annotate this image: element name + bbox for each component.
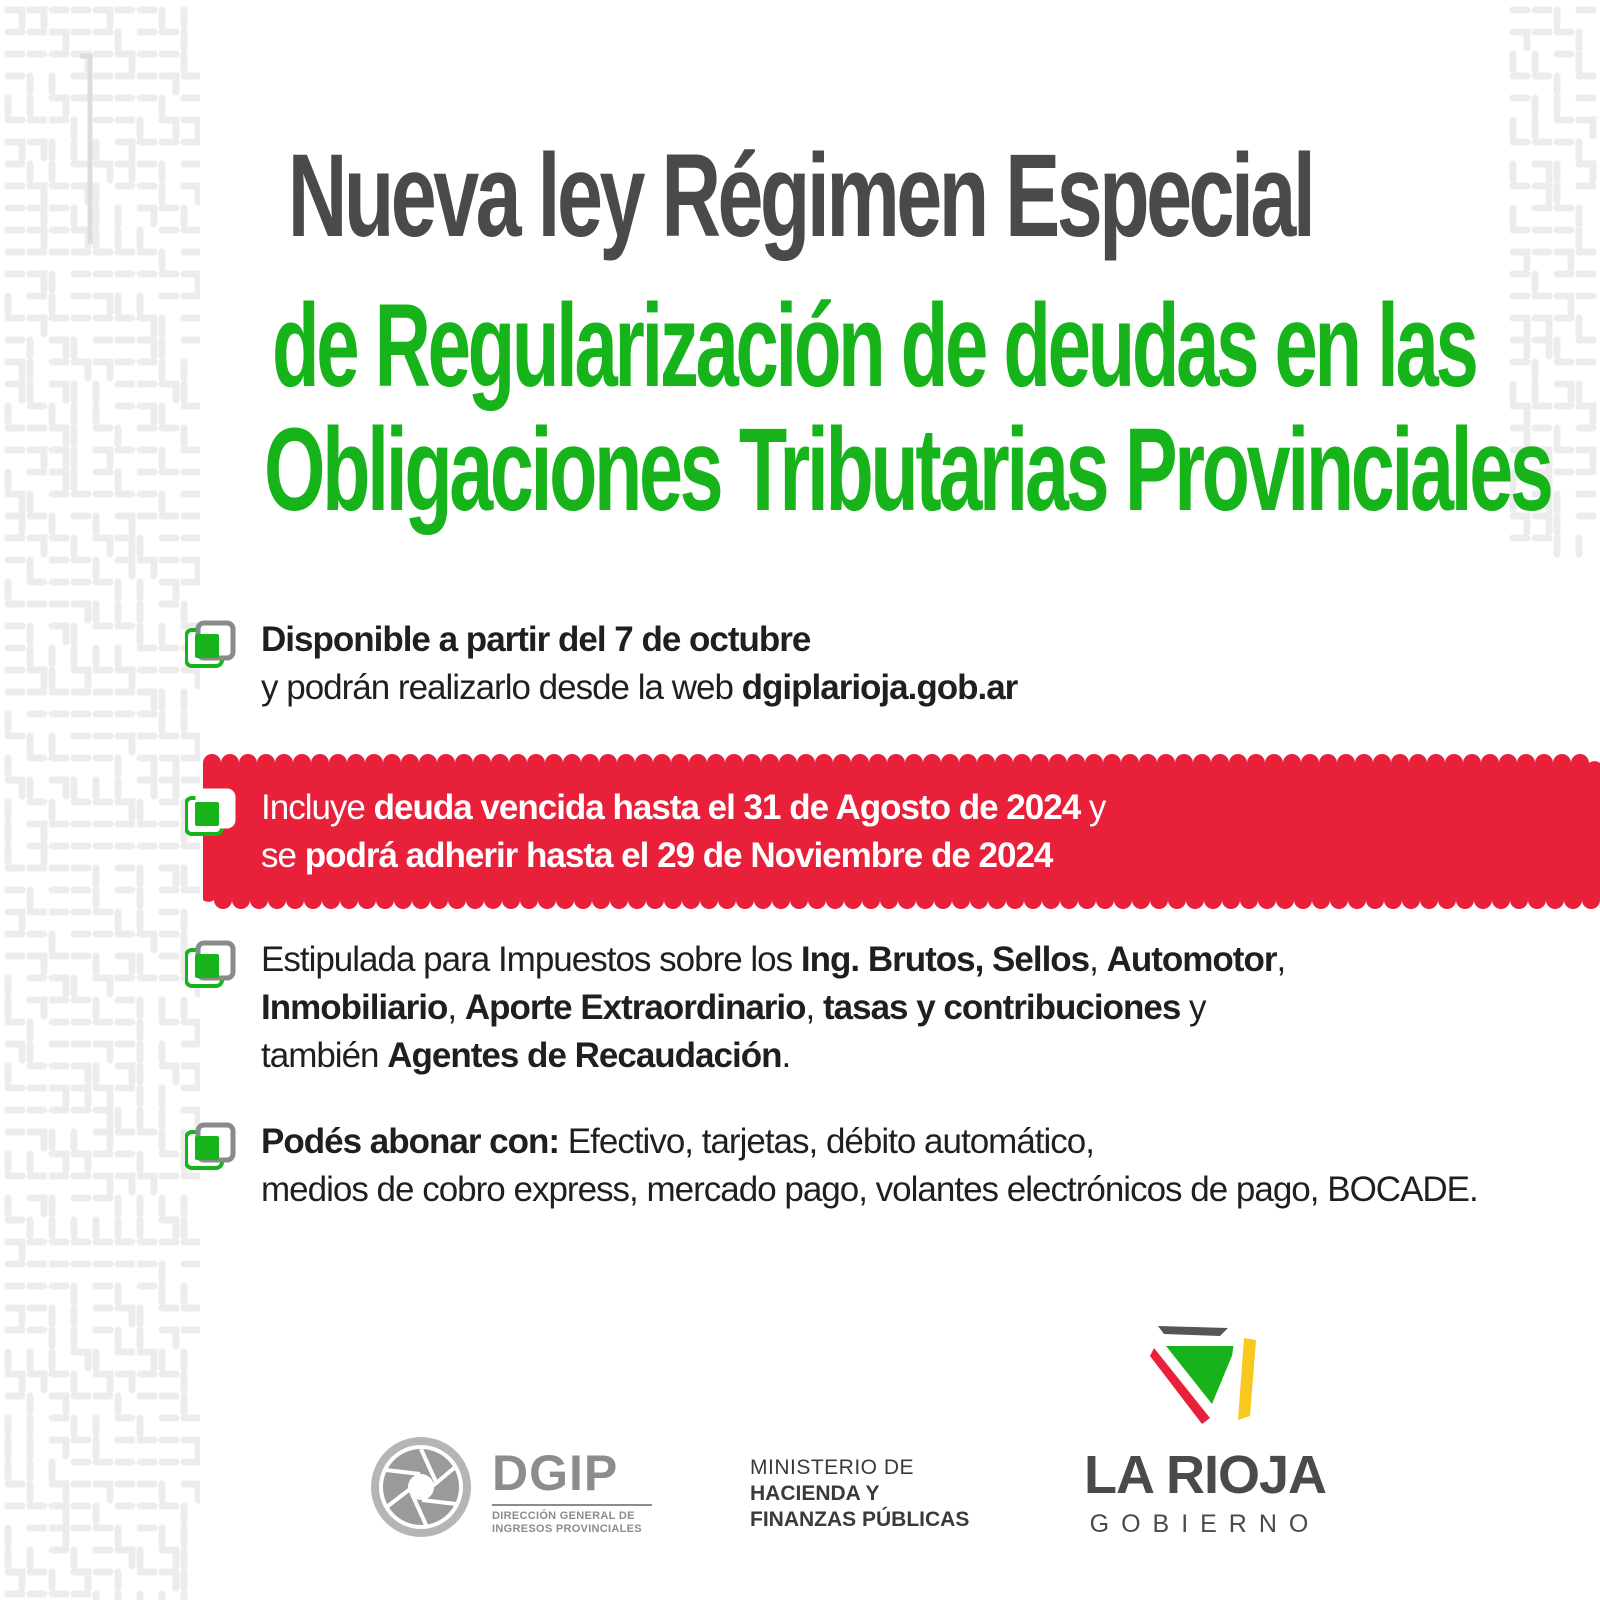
text: , xyxy=(1089,940,1107,979)
la-rioja-emblem-icon xyxy=(1150,1320,1260,1432)
title-line-1: Nueva ley Régimen Especial xyxy=(287,130,1313,262)
ministerio-logo xyxy=(750,1455,969,1533)
info-item-line xyxy=(261,832,1105,880)
green-check-square-icon xyxy=(185,620,237,670)
info-item-text xyxy=(261,616,1017,712)
text: . xyxy=(781,1036,791,1075)
title-line-2: de Regularización de deudas en las xyxy=(272,280,1476,412)
bold-text: Disponible a partir del 7 de octubre xyxy=(261,620,811,659)
bold-text: tasas y contribuciones xyxy=(823,988,1181,1027)
left-maze-pattern xyxy=(0,0,200,1600)
bold-text: dgiplarioja.gob.ar xyxy=(741,668,1018,707)
title-line-3: Obligaciones Tributarias Provinciales xyxy=(264,404,1551,536)
green-check-square-icon xyxy=(185,1122,237,1172)
la-rioja-gobierno: GOBIERNO xyxy=(1089,1510,1321,1538)
bold-text: Automotor xyxy=(1106,940,1277,979)
bold-text: Ing. Brutos, Sellos xyxy=(800,940,1090,979)
bold-text: Agentes de Recaudación xyxy=(387,1036,782,1075)
la-rioja-name: LA RIOJA xyxy=(1083,1445,1326,1505)
info-item-line xyxy=(261,1166,1478,1214)
info-item-line xyxy=(261,616,1017,664)
text: medios de cobro express, mercado pago, volantes electrónicos de pago, BOCADE. xyxy=(261,1170,1478,1209)
text: se xyxy=(261,836,305,875)
bold-text: Podés abonar con: xyxy=(261,1122,560,1161)
info-item-line xyxy=(261,1118,1478,1166)
info-item-line xyxy=(261,1032,1285,1080)
dgip-divider xyxy=(492,1504,652,1506)
bold-text: podrá adherir hasta el 29 de Noviembre de 2024 xyxy=(304,836,1053,875)
text: y xyxy=(1080,788,1106,827)
dgip-subtitle-2: INGRESOS PROVINCIALES xyxy=(492,1523,642,1535)
text: también xyxy=(261,1036,388,1075)
info-item-text xyxy=(261,1118,1478,1214)
bold-text: Aporte Extraordinario xyxy=(464,988,806,1027)
green-check-square-icon xyxy=(185,788,237,838)
bold-text: deuda vencida hasta el 31 de Agosto de 2024 xyxy=(373,788,1081,827)
info-item-line xyxy=(261,784,1105,832)
text: Estipulada para Impuestos sobre los xyxy=(261,940,801,979)
text: Incluye xyxy=(261,788,374,827)
dgip-acronym: DGIP xyxy=(492,1445,619,1501)
bold-text: Inmobiliario xyxy=(261,988,448,1027)
text: , xyxy=(447,988,465,1027)
green-check-square-icon xyxy=(185,940,237,990)
info-item-line xyxy=(261,984,1285,1032)
la-rioja-logo xyxy=(1080,1320,1330,1560)
info-item-line xyxy=(261,936,1285,984)
text: , xyxy=(1276,940,1286,979)
text: Efectivo, tarjetas, débito automático, xyxy=(559,1122,1094,1161)
ministerio-line-1: MINISTERIO DE xyxy=(750,1456,915,1479)
text: y podrán realizarlo desde la web xyxy=(261,668,742,707)
corner-bracket-decoration xyxy=(78,50,94,246)
info-item-text xyxy=(261,784,1105,880)
dgip-subtitle-1: DIRECCIÓN GENERAL DE xyxy=(492,1510,635,1522)
dgip-aperture-icon xyxy=(366,1432,476,1542)
text: y xyxy=(1180,988,1206,1027)
dgip-logo xyxy=(366,1432,666,1542)
info-item-text xyxy=(261,936,1285,1080)
info-item-line xyxy=(261,664,1017,712)
ministerio-line-2: HACIENDA Y xyxy=(750,1482,880,1505)
ministerio-line-3: FINANZAS PÚBLICAS xyxy=(750,1508,970,1531)
text: , xyxy=(805,988,823,1027)
